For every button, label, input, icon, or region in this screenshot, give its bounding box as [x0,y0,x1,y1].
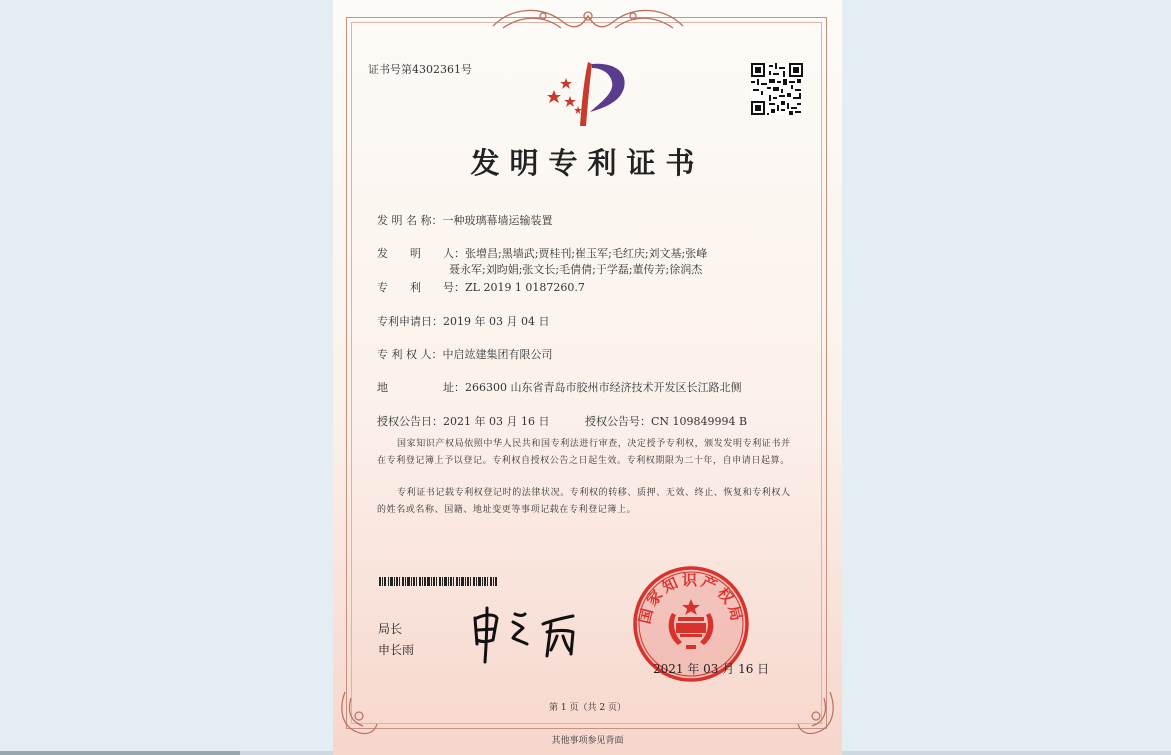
field-grant-number [585,413,747,429]
field-value: 聂永军;刘昀娟;张文长;毛倩倩;于学磊;董传芳;徐润杰 [449,263,703,276]
field-label: 专 利 权 人： [377,348,443,361]
field-patentee [377,346,553,362]
field-label: 专 利 号： [377,281,465,294]
field-inventors [377,245,707,261]
field-label: 授权公告号： [585,415,651,428]
field-label: 发 明 人： [377,247,465,260]
corner-ornament-left [337,688,381,738]
top-ornament [483,4,693,36]
seal-text: 国家知识产权局 [635,571,747,626]
field-grant-date [377,413,549,429]
field-value: 2021 年 03 月 16 日 [443,415,550,428]
backside-note: 其他事项参见背面 [551,736,624,746]
field-value: 266300 山东省青岛市胶州市经济技术开发区长江路北侧 [465,381,742,394]
seal-date: 2021 年 03 月 16 日 [653,662,770,676]
field-inventors-continued [449,261,702,277]
grant-statement: 国家知识产权局依照中华人民共和国专利法进行审查，决定授予专利权，颁发发明专利证书并在专利登记簿上予以登记。专利权自授权公告之日起生效。专利权期限为二十年，自申请日起算。 [377,439,791,466]
field-address [377,379,742,395]
field-label: 专利申请日： [377,315,443,328]
patent-office-emblem-icon [544,56,632,128]
field-value: CN 109849994 B [651,415,748,428]
page-number: 第 1 页（共 2 页） [549,703,626,713]
field-value: 中启竑建集团有限公司 [442,348,553,361]
qr-code [751,63,803,115]
field-patent-number [377,279,585,295]
field-label: 发 明 名 称： [377,214,443,227]
certificate-number: 证书号第4302361号 [368,63,472,76]
field-application-date [377,313,549,329]
field-label: 地 址： [377,381,465,394]
barcode [379,577,497,586]
signatory-role: 局长 [378,622,403,636]
handwritten-signature [469,604,589,666]
field-value: 张增昌;黑墙武;贾桂刊;崔玉军;毛红庆;刘文基;张峰 [465,247,708,260]
field-label: 授权公告日： [377,415,443,428]
scrollbar-thumb[interactable] [0,751,240,755]
field-value: 2019 年 03 月 04 日 [443,315,550,328]
field-invention-name [377,212,553,228]
field-value: 一种玻璃幕墙运输装置 [442,214,553,227]
field-value: ZL 2019 1 0187260.7 [465,281,585,294]
certificate-page [333,0,842,755]
signatory-name: 申长雨 [378,643,415,657]
corner-ornament-right [794,688,838,738]
legal-status-note: 专利证书记载专利权登记时的法律状况。专利权的转移、质押、无效、终止、恢复和专利权人的姓名或名称、国籍、地址变更等事项记载在专利登记簿上。 [377,488,791,515]
certificate-title: 发明专利证书 [470,146,705,180]
